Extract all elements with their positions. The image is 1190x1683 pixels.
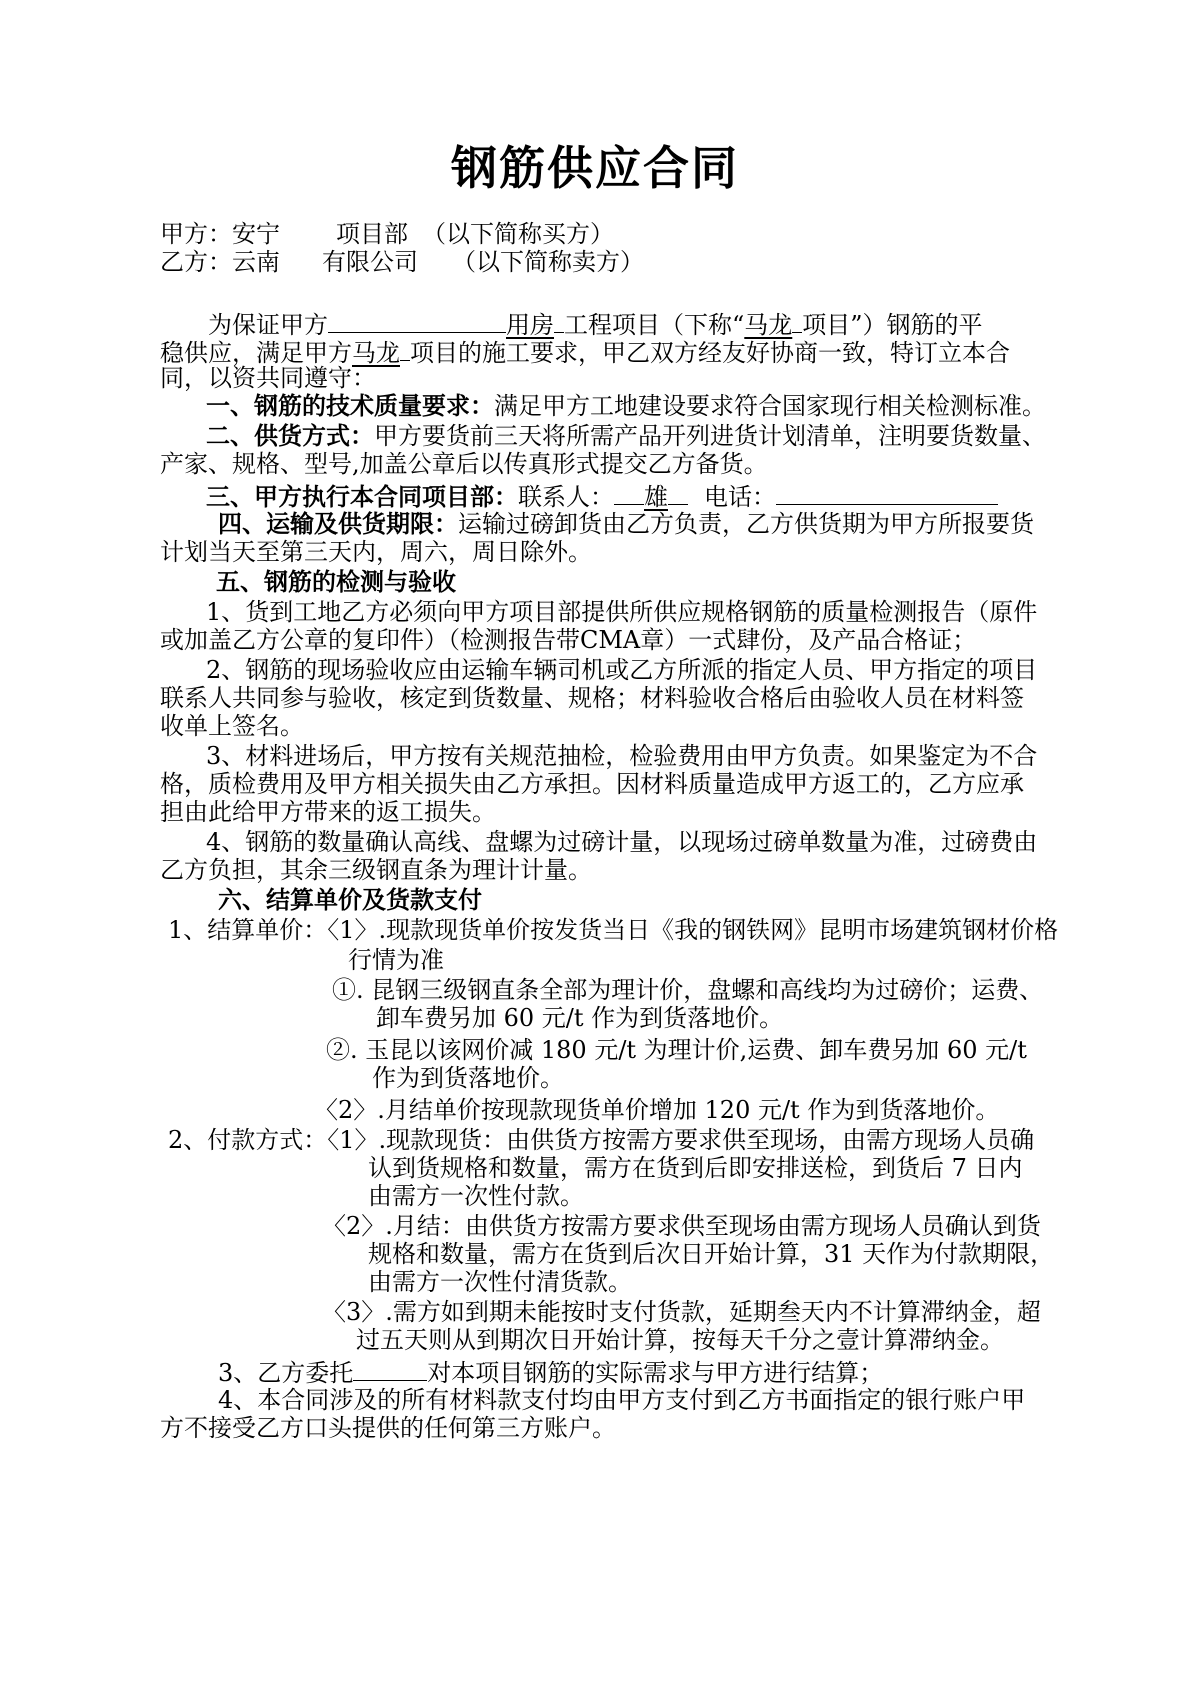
intro-text: 项目的施工要求，甲乙双方经友好协商一致，特订立本合 [410, 339, 1010, 367]
intro-text: 工程项目（下称“ [564, 311, 745, 339]
section-5-p1-line-1: 1、货到工地乙方必须向甲方项目部提供所供应规格钢筋的质量检测报告（原件 [206, 598, 1038, 626]
monthly-settlement-line-3: 由需方一次性付清货款。 [368, 1268, 632, 1296]
monthly-settlement-line-2: 规格和数量，需方在货到后次日开始计算，31 天作为付款期限， [368, 1240, 1055, 1268]
party-a-note: （以下简称买方） [422, 220, 614, 248]
section-5-p3-line-2: 格，质检费用及甲方相关损失由乙方承担。因材料质量造成甲方返工的，乙方应承 [160, 770, 1024, 798]
bank-account-line-1: 4、本合同涉及的所有材料款支付均由甲方支付到乙方书面指定的银行账户甲 [218, 1386, 1026, 1414]
intro-text: 稳供应，满足甲方 [160, 339, 352, 367]
delegate-blank [353, 1354, 427, 1381]
project-short-name: 马龙 [352, 339, 400, 367]
section-5-heading: 五、钢筋的检测与验收 [216, 567, 456, 596]
section-1-text: 满足甲方工地建设要求符合国家现行相关检测标准。 [494, 392, 1046, 420]
late-fee-line-1: 〈3〉.需方如到期未能按时支付货款，延期叁天内不计算滞纳金，超 [322, 1298, 1041, 1326]
section-5-p2-line-1: 2、钢筋的现场验收应由运输车辆司机或乙方所派的指定人员、甲方指定的项目 [206, 656, 1038, 684]
section-1-heading: 一、钢筋的技术质量要求： [206, 391, 494, 420]
intro-text: 项目”）钢筋的平 [802, 311, 983, 339]
section-3-heading: 三、甲方执行本合同项目部： [206, 482, 518, 511]
section-5-p4-line-1: 4、钢筋的数量确认高线、盘螺为过磅计量，以现场过磅单数量为准，过磅费由 [206, 828, 1038, 856]
kungang-price-line-1: ①. 昆钢三级钢直条全部为理计价，盘螺和高线均为过磅价；运费、 [332, 976, 1044, 1004]
settlement-delegate-text: 3、乙方委托 [218, 1359, 354, 1387]
party-a-label: 甲方：安宁 [160, 220, 280, 248]
section-4-heading: 四、运输及供货期限： [218, 509, 458, 538]
section-2-heading: 二、供货方式： [206, 421, 374, 450]
intro-line-3: 同，以资共同遵守： [160, 364, 376, 392]
late-fee-line-2: 过五天则从到期次日开始计算，按每天千分之壹计算滞纳金。 [356, 1326, 1004, 1354]
section-1 [206, 390, 1046, 422]
payment-method-line-3: 由需方一次性付款。 [368, 1182, 584, 1210]
kungang-price-line-2: 卸车费另加 60 元/t 作为到货落地价。 [376, 1004, 784, 1032]
section-5-p2-line-3: 收单上签名。 [160, 712, 304, 740]
section-5-p2-line-2: 联系人共同参与验收，核定到货数量、规格；材料验收合格后由验收人员在材料签 [160, 684, 1024, 712]
project-short-name: 马龙 [744, 311, 793, 339]
contact-label: 联系人： [518, 483, 614, 511]
section-4-line-2: 计划当天至第三天内，周六，周日除外。 [160, 538, 592, 566]
section-5-p3-line-1: 3、材料进场后，甲方按有关规范抽检，检验费用由甲方负责。如果鉴定为不合 [206, 742, 1038, 770]
party-b-note: （以下简称卖方） [452, 248, 644, 276]
monthly-price-line: 〈2〉.月结单价按现款现货单价增加 120 元/t 作为到货落地价。 [314, 1096, 1000, 1124]
bank-account-line-2: 方不接受乙方口头提供的任何第三方账户。 [160, 1414, 616, 1442]
phone-label: 电话： [704, 483, 776, 511]
settlement-price-line-2: 行情为准 [348, 946, 444, 974]
party-a-dept: 项目部 [336, 220, 408, 248]
project-name-blank [328, 306, 506, 333]
section-2-line-2: 产家、规格、型号,加盖公章后以传真形式提交乙方备货。 [160, 450, 768, 478]
section-5-p1-line-2: 或加盖乙方公章的复印件）（检测报告带CMA章）一式肆份，及产品合格证； [160, 626, 977, 654]
phone-blank [776, 478, 998, 505]
section-6-heading: 六、结算单价及货款支付 [218, 885, 482, 914]
party-b-company: 有限公司 [322, 248, 418, 276]
intro-text: 为保证甲方 [208, 311, 328, 339]
party-b-label: 乙方：云南 [160, 248, 280, 276]
contact-name: 雄 [644, 483, 668, 511]
section-5-p3-line-3: 担由此给甲方带来的返工损失。 [160, 798, 496, 826]
section-5-p4-line-2: 乙方负担，其余三级钢直条为理计计量。 [160, 856, 592, 884]
settlement-price-line-1: 1、结算单价：〈1〉.现款现货单价按发货当日《我的钢铁网》昆明市场建筑钢材价格 [168, 916, 1059, 944]
yukun-price-line-1: ②. 玉昆以该网价减 180 元/t 为理计价,运费、卸车费另加 60 元/t [326, 1036, 1027, 1064]
yukun-price-line-2: 作为到货落地价。 [372, 1064, 564, 1092]
section-2-text: 甲方要货前三天将所需产品开列进货计划清单，注明要货数量、 [374, 422, 1046, 450]
project-fill: 用房 [506, 311, 554, 339]
settlement-delegate-text: 对本项目钢筋的实际需求与甲方进行结算； [427, 1359, 884, 1387]
section-4-text: 运输过磅卸货由乙方负责，乙方供货期为甲方所报要货 [458, 510, 1034, 538]
monthly-settlement-line-1: 〈2〉.月结：由供货方按需方要求供至现场由需方现场人员确认到货 [322, 1212, 1041, 1240]
party-b-line [160, 246, 644, 278]
payment-method-line-2: 认到货规格和数量，需方在货到后即安排送检，到货后 7 日内 [368, 1154, 1023, 1182]
payment-method-line-1: 2、付款方式：〈1〉.现款现货：由供货方按需方要求供至现场，由需方现场人员确 [168, 1126, 1035, 1154]
contract-title: 钢筋供应合同 [451, 141, 739, 195]
